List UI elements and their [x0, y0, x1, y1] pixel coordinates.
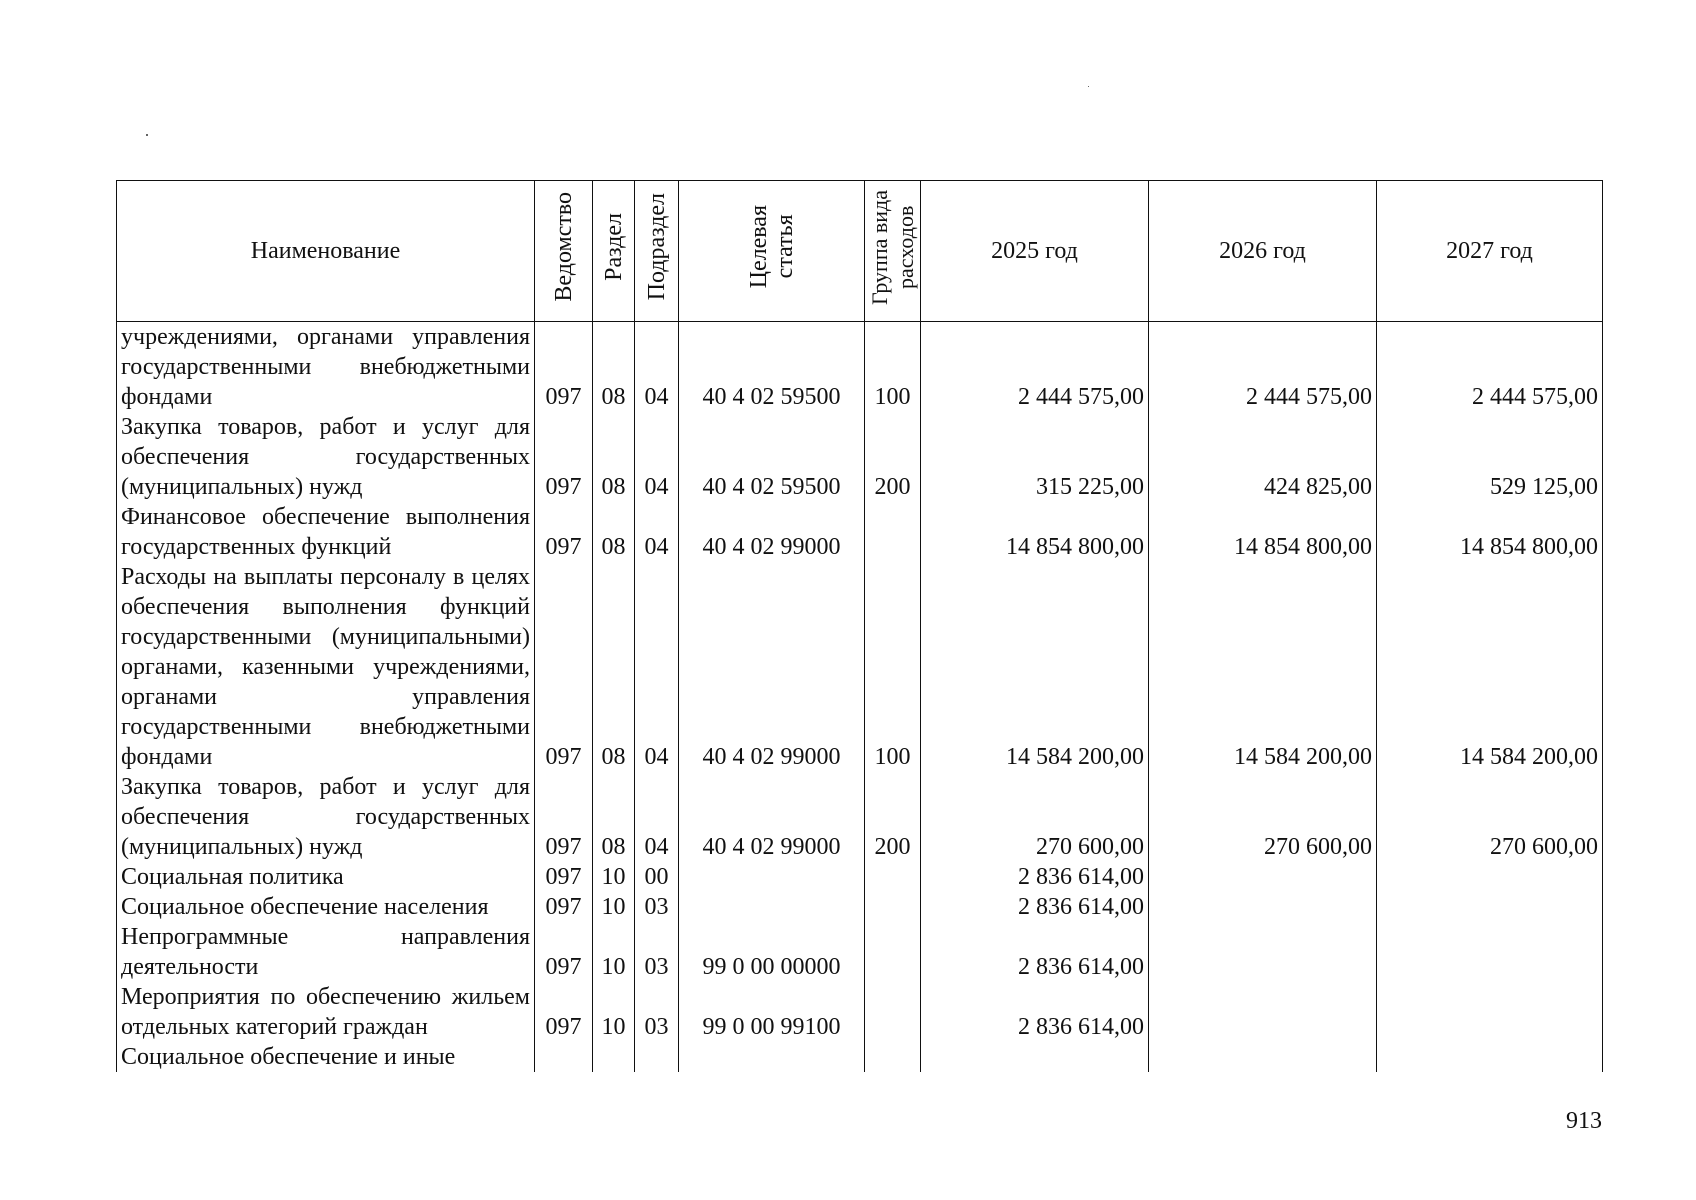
row-2026: 424 825,00: [1149, 412, 1377, 502]
row-razdel: 08: [593, 772, 635, 862]
row-2026: 2 444 575,00: [1149, 322, 1377, 413]
table-header-row: [117, 181, 1603, 322]
row-name: Расходы на выплаты персоналу в целях обеспечения выполнения функций государственными (муниципальными) органами, казенными учреждениями, органами управления государственными внебюджетными фондами: [117, 562, 535, 772]
row-razdel: [593, 1042, 635, 1072]
row-razdel: 10: [593, 892, 635, 922]
row-vedomstvo: 097: [535, 772, 593, 862]
row-vedomstvo: [535, 1042, 593, 1072]
scan-speck: [1088, 86, 1089, 87]
row-2026: [1149, 982, 1377, 1042]
header-razdel: Раздел: [593, 181, 635, 322]
row-gruppa: [865, 892, 921, 922]
row-razdel: 10: [593, 862, 635, 892]
row-2027: [1377, 922, 1603, 982]
row-2027: [1377, 982, 1603, 1042]
row-vedomstvo: 097: [535, 892, 593, 922]
table-row: [117, 772, 1603, 862]
table-row: [117, 1042, 1603, 1072]
row-name: Закупка товаров, работ и услуг для обеспечения государственных (муниципальных) нужд: [117, 772, 535, 862]
row-2025: 2 836 614,00: [921, 922, 1149, 982]
row-gruppa: 100: [865, 562, 921, 772]
row-name: Социальная политика: [117, 862, 535, 892]
header-vedomstvo: Ведомство: [535, 181, 593, 322]
row-2027: 2 444 575,00: [1377, 322, 1603, 413]
row-tselevaya-statya: [679, 862, 865, 892]
row-razdel: 08: [593, 412, 635, 502]
row-gruppa: 200: [865, 412, 921, 502]
row-2025: 2 836 614,00: [921, 892, 1149, 922]
row-podrazdel: 00: [635, 862, 679, 892]
header-gruppa-vida-raskhodov: Группа вида расходов: [865, 181, 921, 322]
row-2026: [1149, 892, 1377, 922]
row-2027: 270 600,00: [1377, 772, 1603, 862]
row-2025: 315 225,00: [921, 412, 1149, 502]
row-podrazdel: 04: [635, 502, 679, 562]
table-row: [117, 562, 1603, 772]
row-podrazdel: 03: [635, 982, 679, 1042]
row-tselevaya-statya: 40 4 02 99000: [679, 772, 865, 862]
table-row: [117, 412, 1603, 502]
table-row: [117, 862, 1603, 892]
row-tselevaya-statya: 99 0 00 00000: [679, 922, 865, 982]
row-tselevaya-statya: 40 4 02 59500: [679, 322, 865, 413]
row-name: Закупка товаров, работ и услуг для обеспечения государственных (муниципальных) нужд: [117, 412, 535, 502]
row-razdel: 10: [593, 922, 635, 982]
row-2025: [921, 1042, 1149, 1072]
row-podrazdel: 04: [635, 322, 679, 413]
row-2026: 270 600,00: [1149, 772, 1377, 862]
scan-speck: [146, 134, 148, 136]
row-gruppa: [865, 862, 921, 892]
row-2025: 14 854 800,00: [921, 502, 1149, 562]
row-2025: 2 836 614,00: [921, 982, 1149, 1042]
row-2027: 14 584 200,00: [1377, 562, 1603, 772]
row-2025: 2 836 614,00: [921, 862, 1149, 892]
row-2026: 14 854 800,00: [1149, 502, 1377, 562]
row-tselevaya-statya: [679, 892, 865, 922]
row-podrazdel: 04: [635, 562, 679, 772]
row-name: учреждениями, органами управления государственными внебюджетными фондами: [117, 322, 535, 413]
row-podrazdel: 03: [635, 922, 679, 982]
row-tselevaya-statya: [679, 1042, 865, 1072]
row-vedomstvo: 097: [535, 562, 593, 772]
row-2025: 270 600,00: [921, 772, 1149, 862]
row-razdel: 10: [593, 982, 635, 1042]
row-vedomstvo: 097: [535, 412, 593, 502]
row-tselevaya-statya: 40 4 02 99000: [679, 502, 865, 562]
row-tselevaya-statya: 40 4 02 99000: [679, 562, 865, 772]
row-gruppa: [865, 922, 921, 982]
row-2026: [1149, 1042, 1377, 1072]
row-tselevaya-statya: 99 0 00 99100: [679, 982, 865, 1042]
row-gruppa: [865, 982, 921, 1042]
row-gruppa: 200: [865, 772, 921, 862]
row-vedomstvo: 097: [535, 862, 593, 892]
row-2027: 529 125,00: [1377, 412, 1603, 502]
row-gruppa: [865, 1042, 921, 1072]
header-podrazdel: Подраздел: [635, 181, 679, 322]
header-2027: 2027 год: [1377, 181, 1603, 322]
row-vedomstvo: 097: [535, 322, 593, 413]
header-2025: 2025 год: [921, 181, 1149, 322]
row-2026: 14 584 200,00: [1149, 562, 1377, 772]
table-row: [117, 322, 1603, 413]
row-name: Мероприятия по обеспечению жильем отдельных категорий граждан: [117, 982, 535, 1042]
row-gruppa: [865, 502, 921, 562]
row-name: Финансовое обеспечение выполнения государственных функций: [117, 502, 535, 562]
row-podrazdel: [635, 1042, 679, 1072]
row-podrazdel: 04: [635, 772, 679, 862]
row-name: Социальное обеспечение и иные: [117, 1042, 535, 1072]
row-razdel: 08: [593, 322, 635, 413]
row-gruppa: 100: [865, 322, 921, 413]
row-name: Непрограммные направления деятельности: [117, 922, 535, 982]
row-2027: [1377, 892, 1603, 922]
row-vedomstvo: 097: [535, 982, 593, 1042]
row-tselevaya-statya: 40 4 02 59500: [679, 412, 865, 502]
table-row: [117, 892, 1603, 922]
header-tselevaya-statya: Целевая статья: [679, 181, 865, 322]
budget-table: [116, 180, 1603, 1072]
row-2025: 2 444 575,00: [921, 322, 1149, 413]
row-podrazdel: 03: [635, 892, 679, 922]
row-2027: [1377, 1042, 1603, 1072]
header-2026: 2026 год: [1149, 181, 1377, 322]
table-row: [117, 922, 1603, 982]
table-row: [117, 982, 1603, 1042]
row-2026: [1149, 922, 1377, 982]
row-2025: 14 584 200,00: [921, 562, 1149, 772]
row-razdel: 08: [593, 502, 635, 562]
table-row: [117, 502, 1603, 562]
row-razdel: 08: [593, 562, 635, 772]
page-number: 913: [1566, 1108, 1602, 1134]
header-name: Наименование: [117, 181, 535, 322]
row-podrazdel: 04: [635, 412, 679, 502]
row-2027: 14 854 800,00: [1377, 502, 1603, 562]
row-name: Социальное обеспечение населения: [117, 892, 535, 922]
row-2026: [1149, 862, 1377, 892]
row-vedomstvo: 097: [535, 922, 593, 982]
row-vedomstvo: 097: [535, 502, 593, 562]
row-2027: [1377, 862, 1603, 892]
